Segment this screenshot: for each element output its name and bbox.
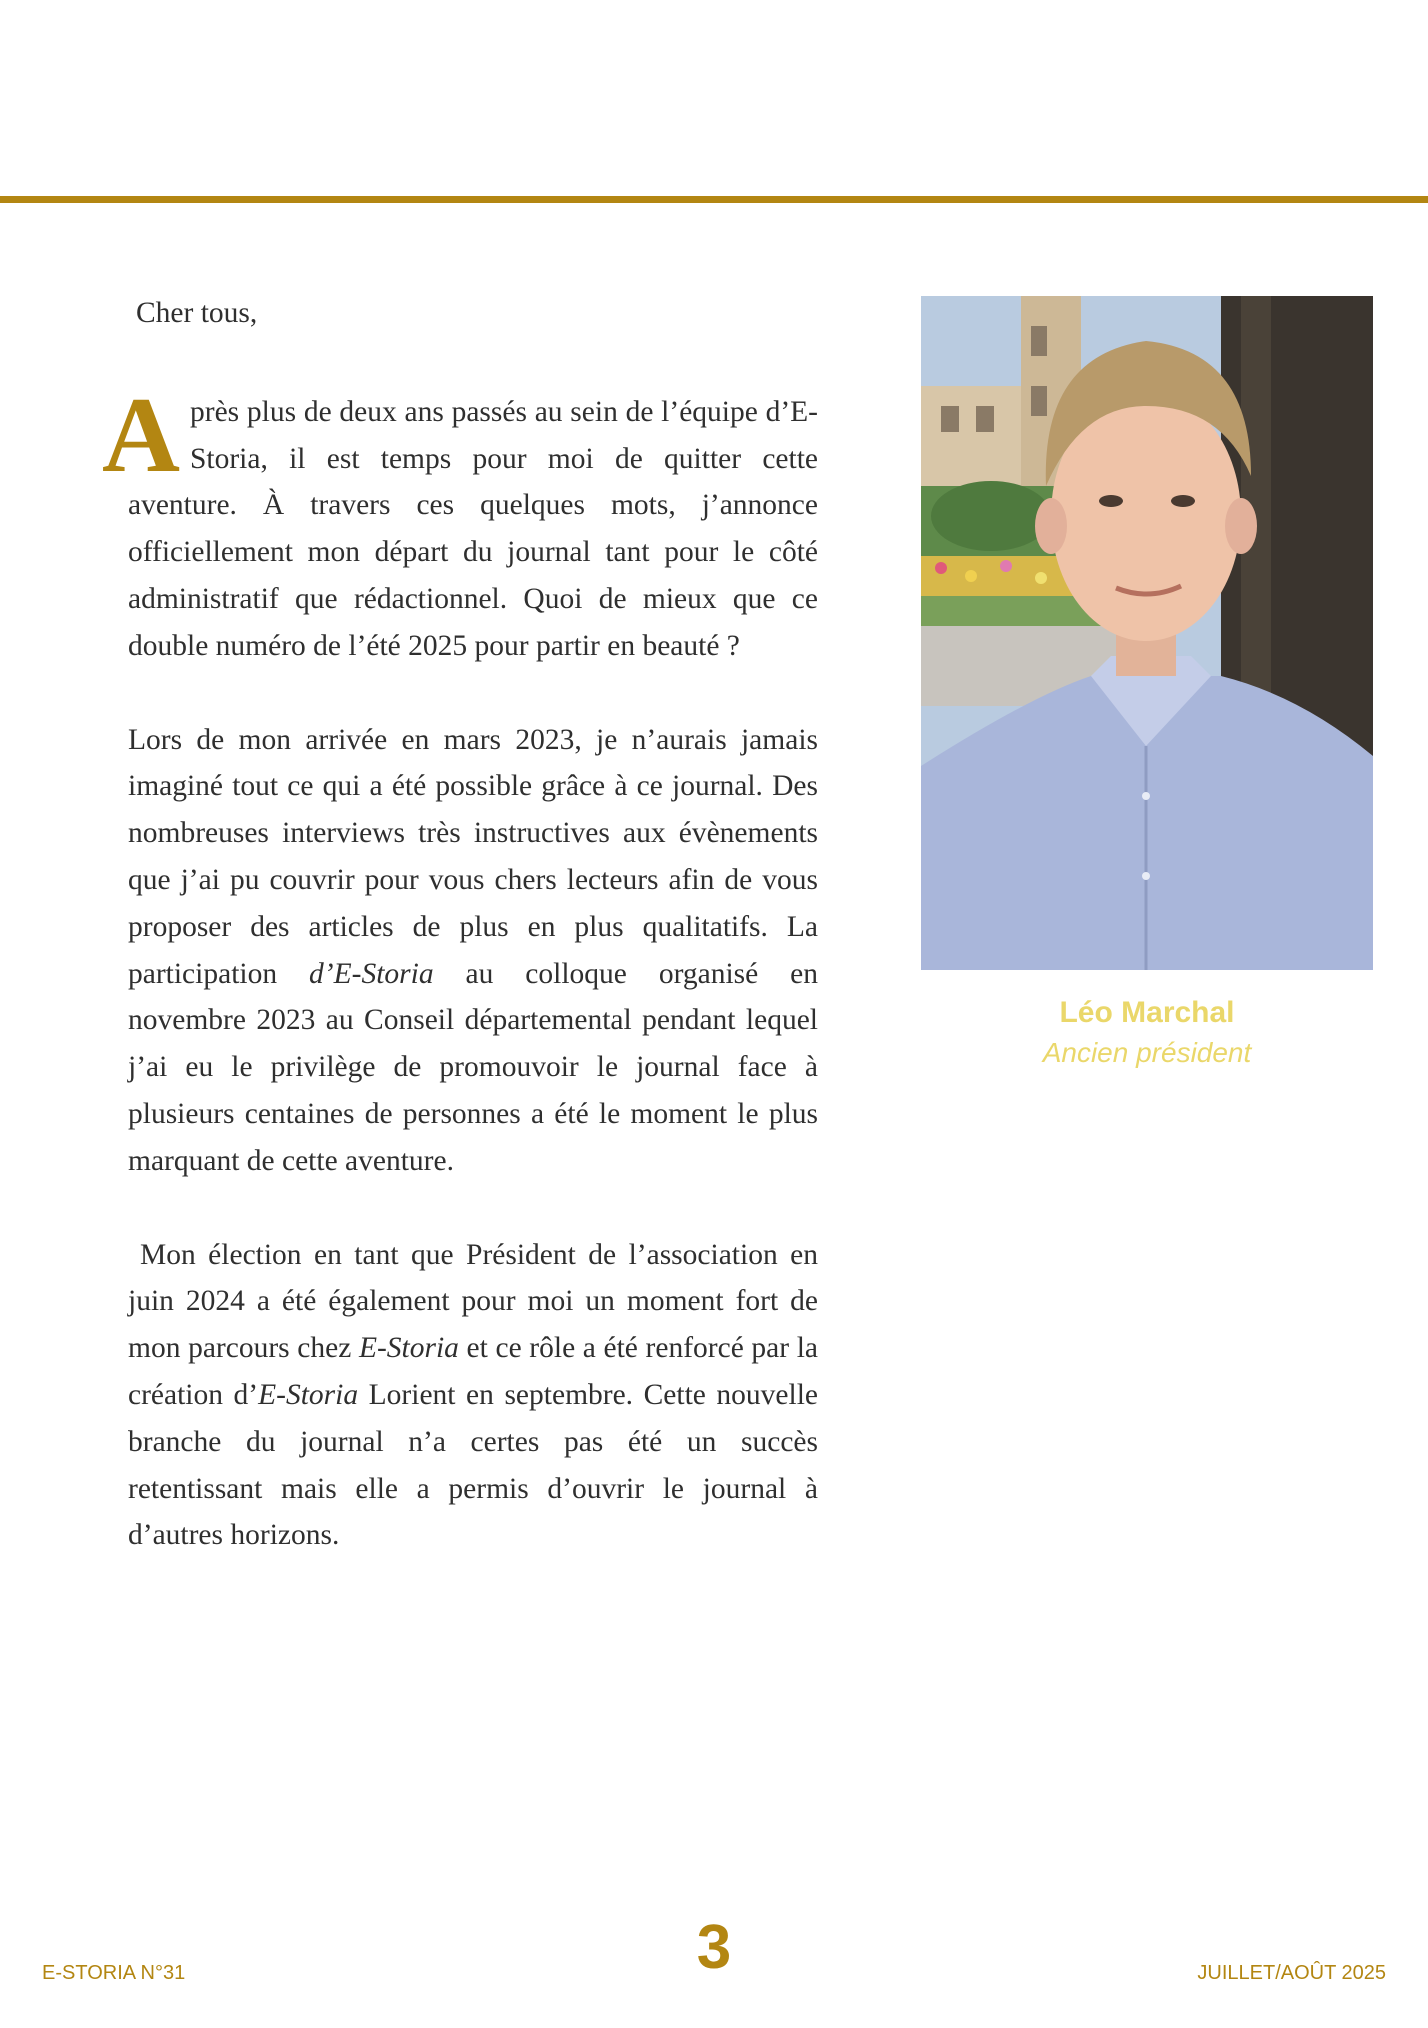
paragraph-election (128, 1232, 818, 1560)
paragraph-intro (102, 375, 818, 670)
paragraph-arrival-text-2: au colloque organisé en novembre 2023 au Conseil départemental pendant lequel j’ai eu le privilège de promouvoir le journal face à plusieurs centaines de personnes a été le moment le plus marquant de cette aventure. (128, 957, 818, 1177)
paragraph-election-text-3: Lorient en septembre. Cette nouvelle branche du journal n’a certes pas été un succès retentissant mais elle a permis d’ouvrir le journal à d’autres horizons. (128, 1378, 819, 1552)
paragraph-arrival-italic: d’E-Storia (309, 957, 434, 990)
photo-caption-name: Léo Marchal (1059, 996, 1235, 1029)
article-body (102, 290, 819, 1559)
paragraph-arrival-text-1: Lors de mon arrivée en mars 2023, je n’aurais jamais imaginé tout ce qui a été possible grâce à ce journal. Des nombreuses interviews très instructives aux évènements que j’ai pu couvrir pour vous chers lecteurs afin de vous proposer des articles de plus en plus qualitatifs. La participation (128, 723, 818, 990)
paragraph-intro-text: près plus de deux ans passés au sein de l’équipe d’E-Storia, il est temps pour moi de quitter cette aventure. À travers ces quelques mots, j’annonce officiellement mon départ du journal tant pour le côté administratif que rédactionnel. Quoi de mieux que ce double numéro de l’été 2025 pour partir en beauté ? (128, 395, 818, 662)
paragraph-arrival (128, 717, 818, 1185)
paragraph-election-text-2: et ce rôle a été renforcé par la création d’ (128, 1332, 819, 1411)
paragraph-election-italic-1: E-Storia (358, 1332, 459, 1365)
footer-issue: E-STORIA N°31 (42, 1962, 186, 1984)
page-number: 3 (696, 1913, 732, 1982)
drop-cap: A (102, 375, 180, 495)
portrait-photo (921, 296, 1373, 970)
greeting: Cher tous, (136, 297, 258, 329)
paragraph-election-italic-2: E-Storia (258, 1378, 359, 1411)
portrait-illustration (921, 296, 1373, 970)
paragraph-election-text-1: Mon élection en tant que Président de l’association en juin 2024 a été également pour moi un moment fort de mon parcours chez (128, 1238, 818, 1365)
photo-caption-role: Ancien président (1042, 1037, 1252, 1068)
header-rule (0, 196, 1428, 203)
footer-date: JUILLET/AOÛT 2025 (1197, 1962, 1386, 1984)
